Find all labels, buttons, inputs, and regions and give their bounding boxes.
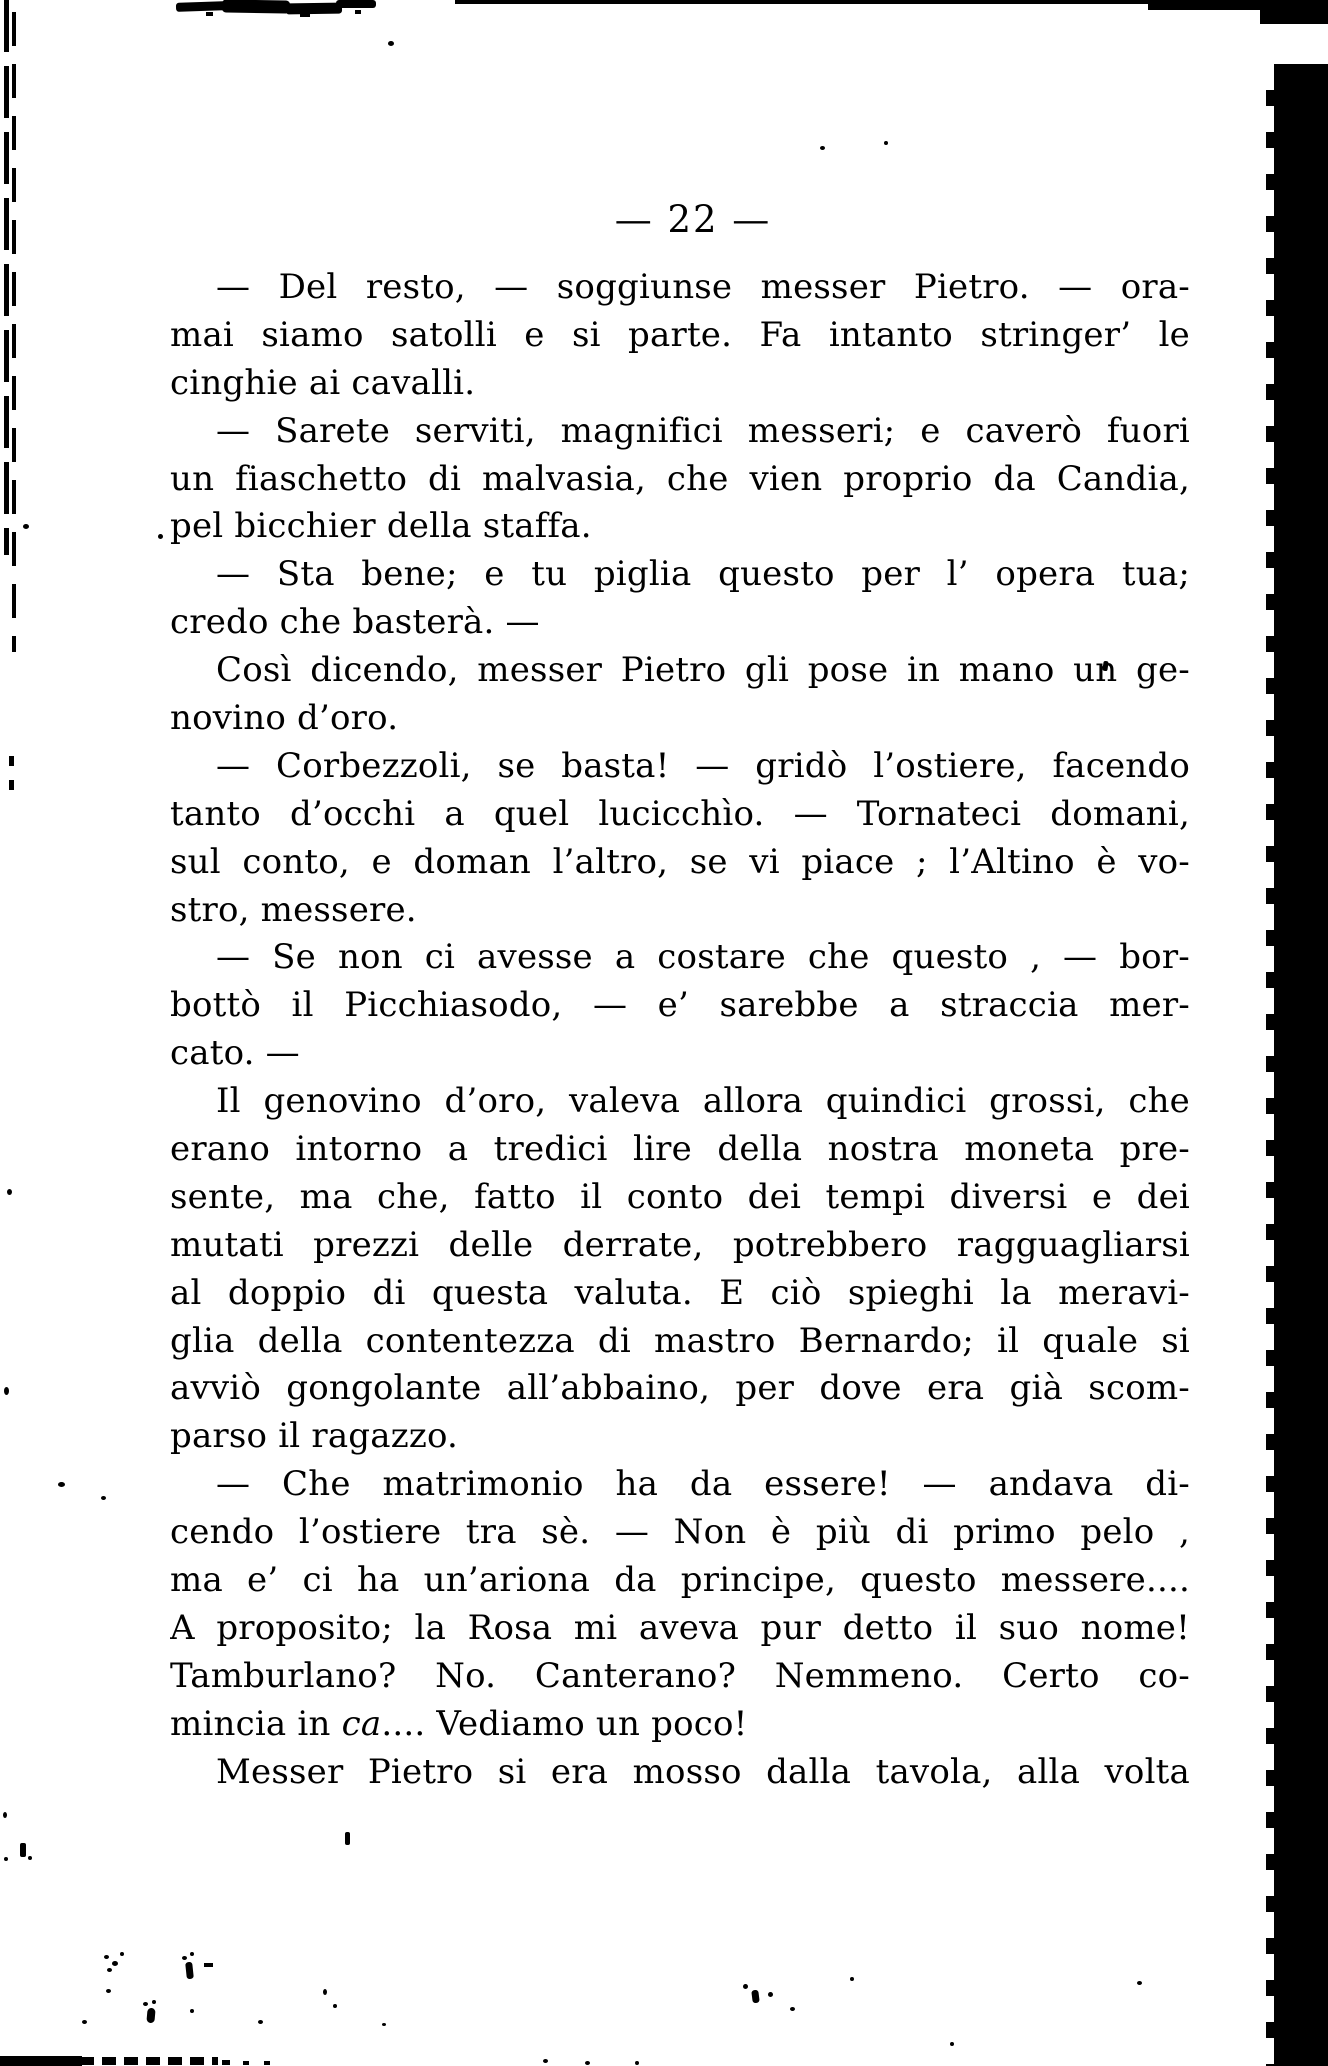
scan-speckle (204, 1963, 213, 1967)
scan-speckle (333, 2004, 337, 2008)
text-line: erano intorno a tredici lire della nostra moneta pre- (170, 1129, 1190, 1170)
scan-speckle (106, 1989, 111, 1993)
scan-speckle (4, 1387, 9, 1395)
scan-smudge (176, 1, 226, 12)
scan-edge-bottom-bar (0, 2056, 82, 2066)
scan-smudge (336, 0, 376, 8)
scan-speckle (107, 1968, 112, 1972)
scan-speckle (543, 2059, 548, 2063)
scan-speckle (143, 2002, 148, 2006)
text-line: A proposito; la Rosa mi aveva pur detto il suo nome! (170, 1607, 1190, 1648)
scan-speckle (790, 2007, 795, 2011)
scan-speckle (950, 2042, 954, 2046)
scan-speckle (9, 756, 14, 766)
scan-edge-left-line (12, 12, 16, 652)
scan-speckle (3, 1812, 7, 1818)
scan-speckle (1137, 1981, 1142, 1985)
text-line: — Sta bene; e tu piglia questo per l’ opera tua; (216, 554, 1190, 595)
text-line: sul conto, e doman l’altro, se vi piace ; l’Altino è vo- (170, 841, 1190, 882)
scan-speckle (850, 1977, 854, 1981)
scan-smudge (286, 3, 342, 15)
scan-speckle (382, 2023, 386, 2026)
scan-edge-top-corner (1260, 0, 1328, 24)
text-line: ma e’ ci ha un’ariona da principe, questo messere.... (170, 1560, 1190, 1601)
scan-speckle (345, 1832, 350, 1845)
scan-speckle (243, 2061, 249, 2065)
italic-word: ca (341, 1703, 382, 1744)
scan-speckle (120, 1952, 124, 1956)
scan-speckle (28, 1856, 32, 1860)
scan-speckle (112, 1961, 118, 1966)
text-line: — Sarete serviti, magnifici messeri; e caverò fuori (216, 410, 1190, 451)
scan-speckle (323, 1989, 327, 1995)
scan-speckle (101, 1496, 106, 1500)
scan-speckle (585, 2061, 590, 2065)
text-line: cendo l’ostiere tra sè. — Non è più di primo pelo , (170, 1512, 1190, 1553)
scan-speckle (104, 1955, 109, 1959)
text-line: — Corbezzoli, se basta! — gridò l’ostiere, facendo (216, 745, 1190, 786)
scan-edge-left-line (4, 0, 9, 555)
text-line (170, 1701, 1190, 1749)
text-line: — Se non ci avesse a costare che questo , — bor- (216, 937, 1190, 978)
scan-speckle (768, 1992, 773, 1997)
scan-speckle (884, 141, 888, 145)
text-line: cinghie ai cavalli. (170, 362, 476, 403)
text-line: glia della contentezza di mastro Bernardo; il quale si (170, 1320, 1190, 1361)
scan-speckle (7, 1189, 12, 1195)
text-line: mai siamo satolli e si parte. Fa intanto stringer’ le (170, 314, 1190, 355)
text-line: avviò gongolante all’abbaino, per dove era già scom- (170, 1368, 1190, 1409)
scan-smudge (222, 0, 290, 14)
text-line: pel bicchier della staffa. (170, 506, 592, 547)
text-line: Messer Pietro si era mosso dalla tavola, alla volta (216, 1751, 1190, 1792)
text-line: sente, ma che, fatto il conto dei tempi diversi e dei (170, 1176, 1190, 1217)
scan-smudge (206, 12, 213, 16)
scan-speckle (190, 1952, 194, 1956)
scan-speckle (82, 2020, 87, 2024)
text-line: bottò il Picchiasodo, — e’ sarebbe a straccia mer- (170, 985, 1190, 1026)
text-line: un fiaschetto di malvasia, che vien proprio da Candia, (170, 458, 1190, 499)
text-line: credo che basterà. — (170, 602, 540, 643)
scan-speckle (388, 41, 394, 46)
scan-speckle (146, 2008, 155, 2024)
scan-speckle (222, 2060, 230, 2065)
text-segment: mincia in (170, 1703, 342, 1744)
text-line: Così dicendo, messer Pietro gli pose in mano un ge- (216, 650, 1190, 691)
scan-speckle (58, 1482, 65, 1487)
text-line: mutati prezzi delle derrate, potrebbero ragguagliarsi (170, 1224, 1190, 1265)
scan-speckle (190, 2009, 194, 2013)
scan-edge-bottom-dash (80, 2057, 218, 2065)
scan-speckle (258, 2020, 263, 2024)
scan-smudge (355, 10, 361, 14)
scan-speckle (20, 1843, 26, 1857)
scan-speckle (751, 1990, 760, 2004)
text-line: Tamburlano? No. Canterano? Nemmeno. Certo co- (170, 1655, 1190, 1696)
text-block (170, 264, 1190, 1797)
text-segment: .... Vediamo un poco! (381, 1703, 748, 1744)
text-line: — Che matrimonio ha da essere! — andava di- (216, 1464, 1190, 1505)
scan-edge-right-ragged (1266, 64, 1275, 2066)
scan-speckle (743, 1984, 748, 1989)
page-number: — 22 — (614, 198, 772, 241)
text-line: novino d’oro. (170, 698, 399, 739)
scan-speckle (158, 534, 163, 539)
scan-speckle (9, 780, 14, 790)
scan-speckle (635, 2061, 639, 2065)
scan-speckle (820, 146, 825, 150)
scan-speckle (185, 1962, 194, 1980)
scan-speckle (23, 524, 29, 529)
scan-speckle (264, 2061, 270, 2065)
text-line: Il genovino d’oro, valeva allora quindici grossi, che (216, 1081, 1190, 1122)
text-line: al doppio di questa valuta. E ciò spieghi la meravi- (170, 1272, 1190, 1313)
text-line: stro, messere. (170, 889, 417, 930)
text-line: parso il ragazzo. (170, 1416, 459, 1457)
scan-edge-right-bar (1274, 64, 1328, 2066)
scan-speckle (152, 2000, 156, 2004)
scan-speckle (4, 1857, 8, 1861)
text-line: tanto d’occhi a quel lucicchìo. — Tornateci domani, (170, 793, 1190, 834)
scan-speckle (182, 1956, 187, 1960)
scan-smudge (300, 13, 310, 17)
text-line: — Del resto, — soggiunse messer Pietro. — ora- (216, 267, 1190, 307)
text-line: cato. — (170, 1033, 300, 1074)
